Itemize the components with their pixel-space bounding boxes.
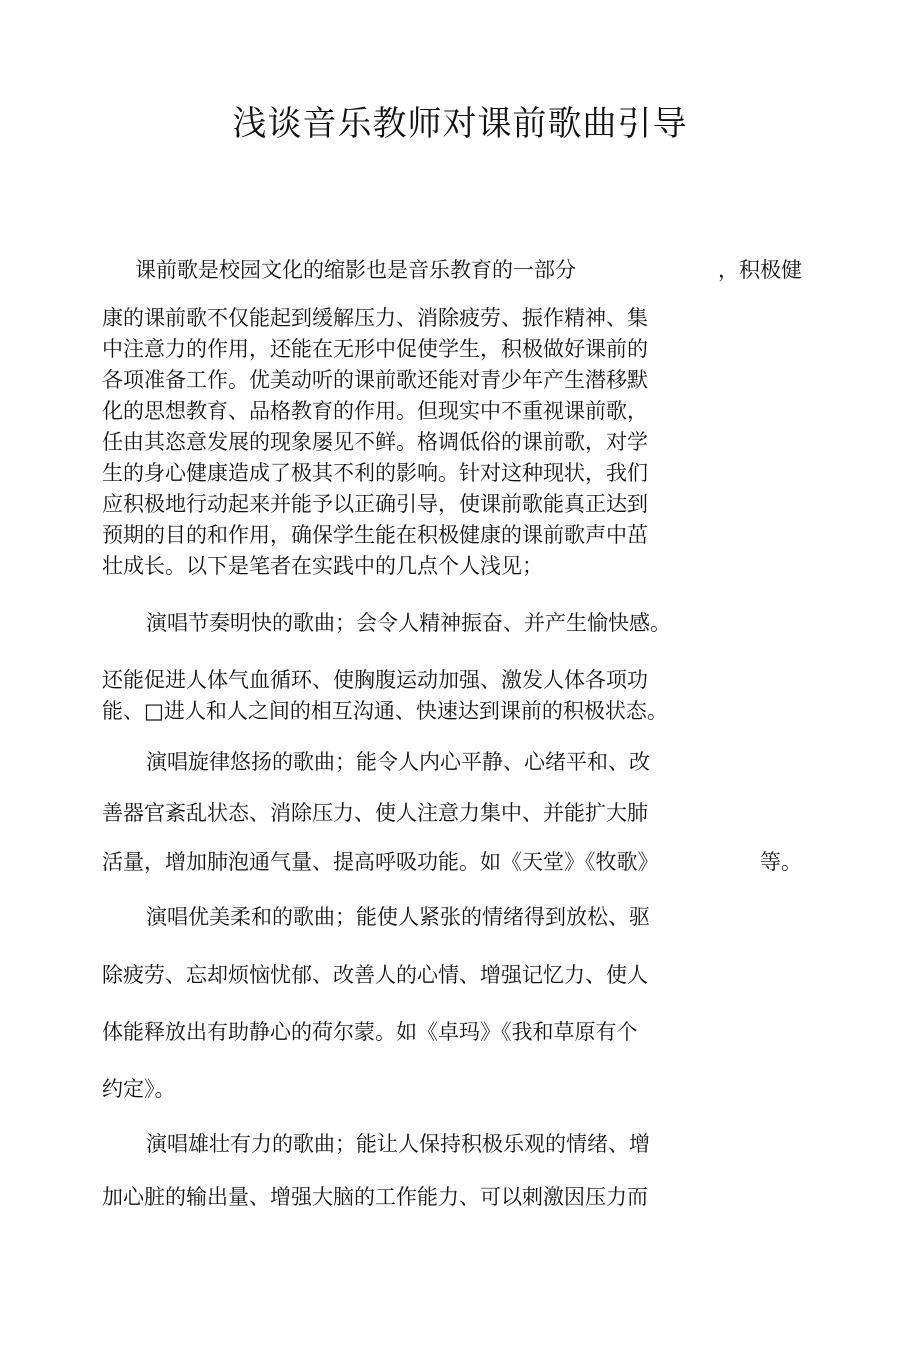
paragraph-2-line: 还能促进人体气血循环、使胸腹运动加强、激发人体各项功 [102,668,648,692]
paragraph-3-last-line [102,848,822,876]
paragraph-3-line: 善器官紊乱状态、消除压力、使人注意力集中、并能扩大肺 [102,801,648,825]
paragraph-3-last-line-main: 活量，增加肺泡通气量、提高呼吸功能。如《天堂》《牧歌》 [102,850,659,874]
paragraph-1-line: 应积极地行动起来并能予以正确引导，使课前歌能真正达到 [102,492,648,516]
paragraph-1-first-line [135,256,835,284]
paragraph-4-line: 体能释放出有助静心的荷尔蒙。如《卓玛》《我和草原有个 [102,1020,638,1044]
paragraph-1-first-line-main: 课前歌是校园文化的缩影也是音乐教育的一部分 [135,258,576,282]
paragraph-5-line: 演唱雄壮有力的歌曲；能让人保持积极乐观的情绪、增 [146,1132,650,1156]
paragraph-4-line: 演唱优美柔和的歌曲；能使人紧张的情绪得到放松、驱 [146,905,650,929]
paragraph-1-line: 各项准备工作。优美动听的课前歌还能对青少年产生潜移默 [102,368,648,392]
paragraph-1-line: 中注意力的作用，还能在无形中促使学生，积极做好课前的 [102,337,648,361]
paragraph-3-line: 演唱旋律悠扬的歌曲；能令人内心平静、心绪平和、改 [146,750,650,774]
paragraph-3-last-line-tail: 等。 [760,850,802,874]
paragraph-1-line: 任由其恣意发展的现象屡见不鲜。格调低俗的课前歌，对学 [102,430,648,454]
paragraph-1-line: 壮成长。以下是笔者在实践中的几点个人浅见； [102,554,543,578]
paragraph-4-line: 约定》。 [102,1077,176,1101]
document-title: 浅谈音乐教师对课前歌曲引导 [232,104,688,144]
paragraph-1-line: 化的思想教育、品格教育的作用。但现实中不重视课前歌， [102,399,648,423]
paragraph-2-line: 能、□进人和人之间的相互沟通、快速达到课前的积极状态。 [102,699,668,723]
paragraph-1-line: 生的身心健康造成了极其不利的影响。针对这种现状，我们 [102,461,648,485]
paragraph-5-line: 加心脏的输出量、增强大脑的工作能力、可以刺激因压力而 [102,1185,648,1209]
paragraph-1-line: 预期的目的和作用，确保学生能在积极健康的课前歌声中茁 [102,523,648,547]
paragraph-4-line: 除疲劳、忘却烦恼忧郁、改善人的心情、增强记忆力、使人 [102,963,648,987]
paragraph-2-line: 演唱节奏明快的歌曲；会令人精神振奋、并产生愉快感。 [146,611,671,635]
paragraph-1-line: 康的课前歌不仅能起到缓解压力、消除疲劳、振作精神、集 [102,306,648,330]
paragraph-1-first-line-tail: ，积极健 [718,258,802,282]
